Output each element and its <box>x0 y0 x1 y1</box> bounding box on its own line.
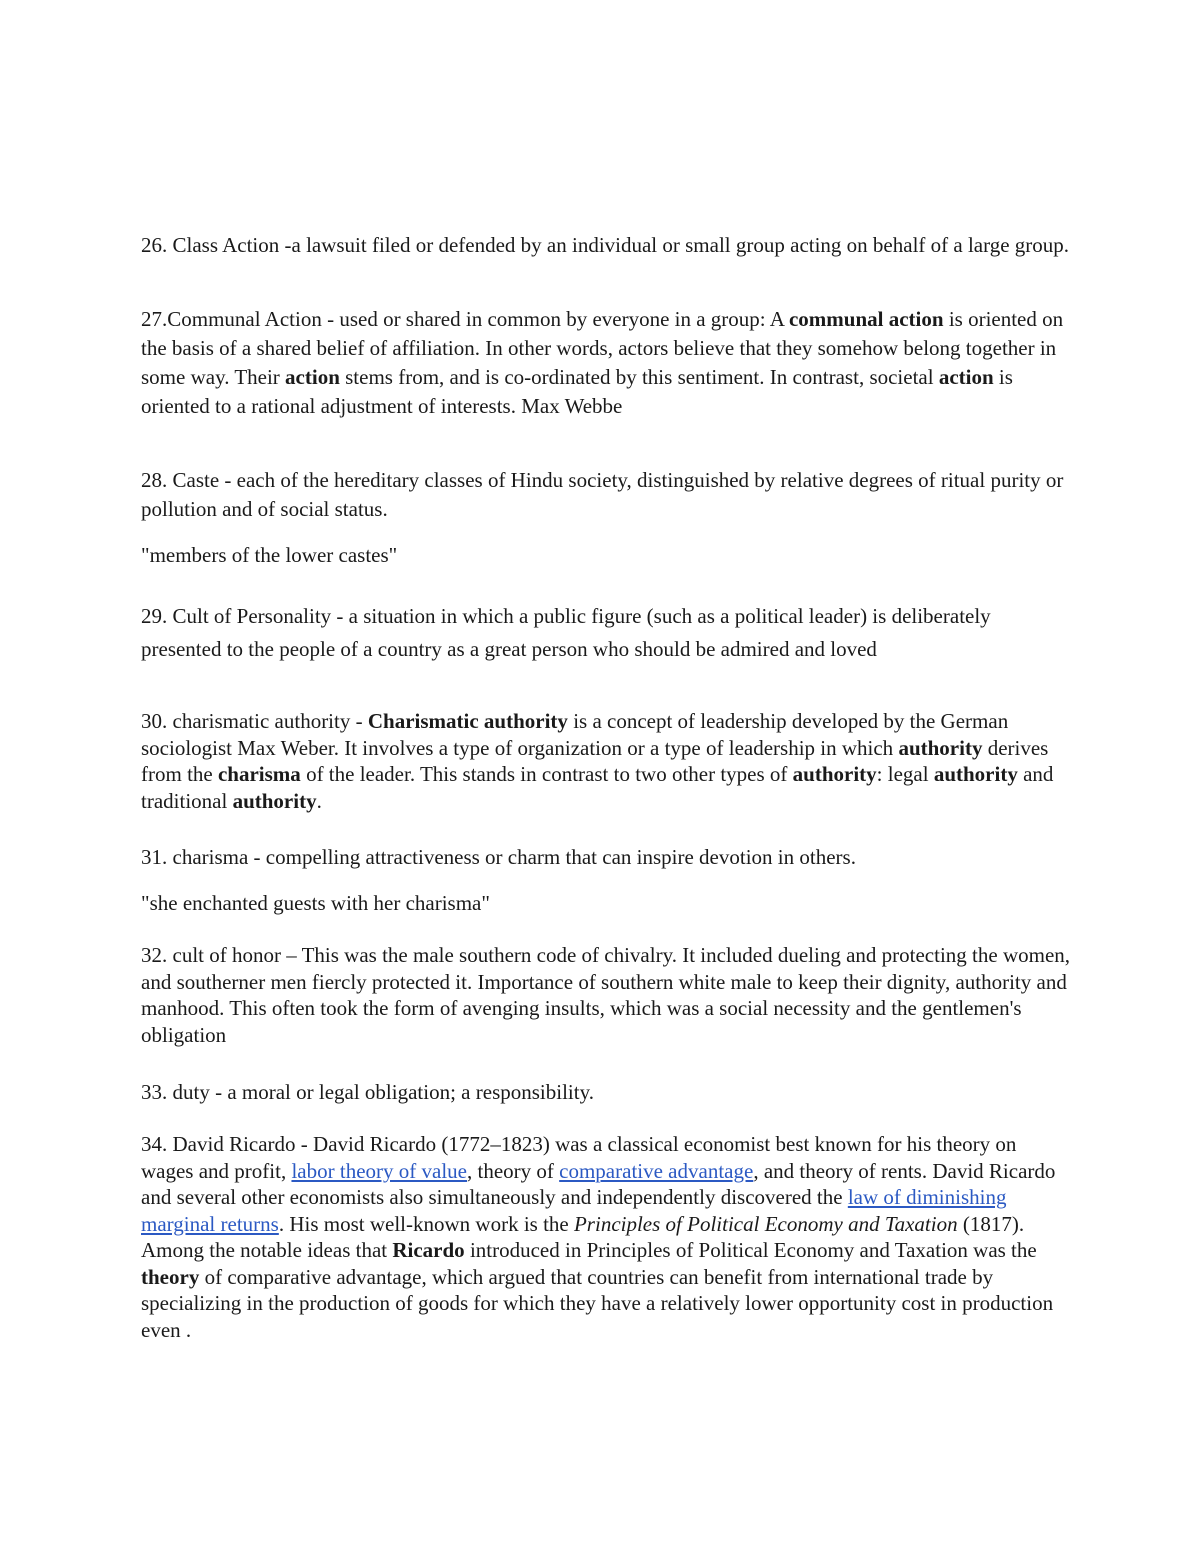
italic-title: Principles of Political Economy and Taxation <box>573 1211 958 1236</box>
text-run: is oriented to a rational adjustment of interests. Max Webbe <box>141 365 1013 418</box>
text-run: 26. Class Action -a lawsuit filed or defended by an individual or small group acting on behalf of a large group. <box>141 233 1070 257</box>
text-run: 29. Cult of Personality - a situation in which a public figure (such as a political leader) is deliberately presented to the people of a country as a great person who should be admired and loved <box>141 604 991 661</box>
bold-term: action <box>285 365 340 389</box>
entry-30-charismatic-authority <box>141 708 1071 814</box>
text-run: , and theory of rents. David Ricardo and several other economists also simultaneously and independently discovered the <box>141 1158 1056 1209</box>
text-run: introduced in Principles of Political Economy and Taxation was the <box>464 1238 1037 1262</box>
text-run: , theory of <box>467 1158 560 1183</box>
text-run: stems from, and is co-ordinated by this sentiment. In contrast, societal <box>339 365 939 389</box>
entry-28-caste <box>141 466 1071 524</box>
entry-29-cult-of-personality <box>141 600 1071 665</box>
entry-31-charisma <box>141 843 1071 872</box>
text-run: derives from the <box>141 735 1049 786</box>
text-run: is oriented on the basis of a shared belief of affiliation. In other words, actors believe that they somehow belong together in some way. Their <box>141 307 1064 389</box>
text-run: "she enchanted guests with her charisma" <box>141 891 490 915</box>
entry-31-example-quote <box>141 889 1071 918</box>
entry-33-duty <box>141 1078 1071 1107</box>
bold-term: Ricardo <box>392 1238 465 1262</box>
text-run: (1817). Among the notable ideas that <box>141 1211 1025 1262</box>
text-run: "members of the lower castes" <box>141 543 398 567</box>
entry-26-class-action <box>141 231 1071 260</box>
bold-term: communal action <box>788 307 944 331</box>
bold-term: Charismatic authority <box>367 709 568 733</box>
text-run: 27.Communal Action - used or shared in common by everyone in a group: A <box>141 307 789 331</box>
entry-32-cult-of-honor <box>141 942 1071 1048</box>
text-run: of comparative advantage, which argued that countries can benefit from international trade by specializing in the production of goods for which they have a relatively lower opportunity cost in production even . <box>141 1264 1054 1342</box>
entry-34-david-ricardo <box>141 1131 1071 1343</box>
bold-term: authority <box>898 735 983 760</box>
text-run: : legal <box>876 762 934 786</box>
text-run: . <box>316 788 322 813</box>
bold-term: theory <box>141 1264 200 1289</box>
text-run: 31. charisma - compelling attractiveness or charm that can inspire devotion in others. <box>141 845 856 869</box>
entry-28-example-quote <box>141 541 1071 570</box>
text-run: . His most well-known work is the <box>278 1211 574 1236</box>
bold-term: charisma <box>217 762 301 786</box>
link-comparative-advantage[interactable]: comparative advantage <box>559 1158 754 1183</box>
text-run: and traditional <box>141 762 1054 813</box>
bold-term: authority <box>232 788 317 813</box>
bold-term: authority <box>792 762 877 786</box>
bold-term: authority <box>933 762 1018 786</box>
text-run: 34. David Ricardo - David Ricardo (1772–1823) was a classical economist best known for his theory on wages and profit, <box>141 1132 1017 1183</box>
text-run: 32. cult of honor – This was the male southern code of chivalry. It included dueling and protecting the women, and southerner men fiercly protected it. Importance of southern white male to keep their dignity, authority and manhood. This often took the form of avenging insults, which was a social necessity and the gentlemen's obligation <box>141 943 1071 1047</box>
text-run: 28. Caste - each of the hereditary classes of Hindu society, distinguished by relative degrees of ritual purity or pollution and of social status. <box>141 468 1064 521</box>
text-run: 33. duty - a moral or legal obligation; a responsibility. <box>141 1080 594 1104</box>
bold-term: action <box>938 365 994 389</box>
text-run: is a concept of leadership developed by the German sociologist Max Weber. It involves a type of organization or a type of leadership in which <box>141 709 1009 760</box>
link-law-of-diminishing-marginal-returns[interactable]: law of diminishing marginal returns <box>141 1185 1007 1236</box>
entry-27-communal-action <box>141 305 1071 421</box>
link-labor-theory-of-value[interactable]: labor theory of value <box>291 1158 467 1183</box>
text-run: of the leader. This stands in contrast to two other types of <box>300 762 793 786</box>
text-run: 30. charismatic authority - <box>141 709 368 733</box>
